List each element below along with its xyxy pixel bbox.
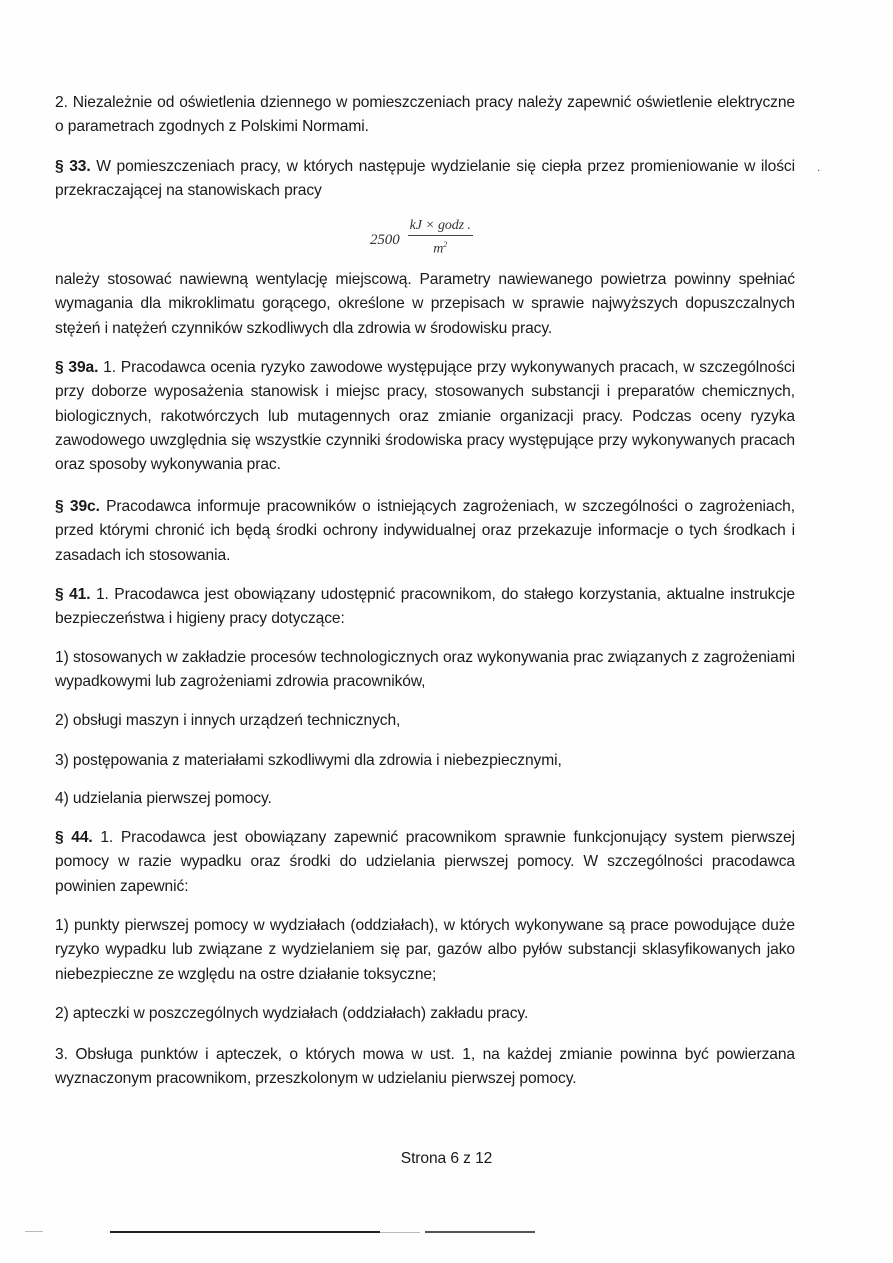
paragraph-lighting: [55, 91, 795, 140]
scan-artifact-line: [425, 1231, 535, 1233]
scan-artifact-line: [110, 1231, 380, 1233]
list-item: 2) obsługi maszyn i innych urządzeń technicznych,: [55, 712, 401, 729]
list-item: 1) punkty pierwszej pomocy w wydziałach (oddziałach), w których wykonywane są prace powodujące duże ryzyko wypadku lub związane z wydzielaniem się par, gazów albo pyłów substancji sklasyfikowanych jako niebezpieczne ze względu na ostre działanie toksyczne;: [55, 917, 795, 983]
section-text: 1. Pracodawca ocenia ryzyko zawodowe występujące przy wykonywanych pracach, w szczególności przy doborze wyposażenia stanowisk i miejsc pracy, stosowanych substancji i preparatów chemicznych, biologicznych, rakotwórczych lub mutagennych oraz zmianie organizacji pracy. Podczas oceny ryzyka zawodowego uwzględnia się wszystkie czynniki środowiska pracy występujące przy wykonywanych pracach oraz sposoby wykonywania prac.: [55, 359, 795, 474]
formula-numerator: kJ × godz .: [408, 218, 473, 236]
section-text: 1. Pracodawca jest obowiązany udostępnić pracownikom, do stałego korzystania, aktualne instrukcje bezpieczeństwa i higieny pracy dotyczące:: [55, 586, 795, 628]
section-33-continuation: [55, 268, 795, 341]
section-41-item-4: [55, 787, 795, 811]
paragraph-text: 3. Obsługa punktów i apteczek, o których mowa w ust. 1, na każdej zmianie powinna być powierzana wyznaczonym pracownikom, przeszkolonym w udzielaniu pierwszej pomocy.: [55, 1046, 795, 1088]
section-33: [55, 155, 795, 204]
section-44-item-2: [55, 1002, 795, 1026]
scan-mark: .: [817, 160, 821, 174]
denominator-exponent: 2: [443, 240, 448, 249]
section-label: § 41.: [55, 586, 91, 603]
paragraph-text: 2. Niezależnie od oświetlenia dziennego w pomieszczeniach pracy należy zapewnić oświetlenie elektryczne o parametrach zgodnych z Polskimi Normami.: [55, 94, 795, 136]
paragraph-text: należy stosować nawiewną wentylację miejscową. Parametry nawiewanego powietrza powinny spełniać wymagania dla mikroklimatu gorącego, określone w przepisach w sprawie najwyższych dopuszczalnych stężeń i natężeń czynników szkodliwych dla zdrowia w środowisku pracy.: [55, 271, 795, 337]
formula-fraction: [408, 218, 473, 259]
section-41-item-2: [55, 709, 795, 733]
section-text: 1. Pracodawca jest obowiązany zapewnić pracownikom sprawnie funkcjonujący system pierwszej pomocy w razie wypadku oraz środki do udzielania pierwszej pomocy. W szczególności pracodawca powinien zapewnić:: [55, 829, 795, 895]
section-44-item-1: [55, 914, 795, 987]
section-44-paragraph-3: [55, 1043, 795, 1092]
section-label: § 33.: [55, 158, 91, 175]
list-item: 2) apteczki w poszczególnych wydziałach (oddziałach) zakładu pracy.: [55, 1005, 529, 1022]
section-label: § 44.: [55, 829, 93, 846]
section-label: § 39c.: [55, 498, 100, 515]
scan-artifact-line: [25, 1231, 43, 1232]
section-44: [55, 826, 795, 899]
list-item: 1) stosowanych w zakładzie procesów technologicznych oraz wykonywania prac związanych z zagrożeniami wypadkowymi lub zagrożeniami zdrowia pracowników,: [55, 649, 795, 691]
section-label: § 39a.: [55, 359, 99, 376]
scan-artifact-line: [380, 1232, 420, 1233]
section-text: W pomieszczeniach pracy, w których następuje wydzielanie się ciepła przez promieniowanie w ilości przekraczającej na stanowiskach pracy: [55, 158, 795, 200]
heat-threshold-formula: [370, 218, 473, 259]
section-41-item-3: [55, 749, 795, 773]
section-41-item-1: [55, 646, 795, 695]
formula-coefficient: 2500: [370, 231, 400, 248]
section-39c: [55, 495, 795, 568]
section-41: [55, 583, 795, 632]
page-number: Strona 6 z 12: [400, 1150, 493, 1167]
formula-denominator: [433, 236, 447, 259]
denominator-base: m: [433, 241, 444, 257]
section-text: Pracodawca informuje pracowników o istniejących zagrożeniach, w szczególności o zagrożeniach, przed którymi chronić ich będą środki ochrony indywidualnej oraz przekazuje informacje o tych środkach i zasadach ich stosowania.: [55, 498, 795, 564]
section-39a: [55, 356, 795, 477]
list-item: 4) udzielania pierwszej pomocy.: [55, 790, 272, 807]
list-item: 3) postępowania z materiałami szkodliwymi dla zdrowia i niebezpiecznymi,: [55, 752, 562, 769]
